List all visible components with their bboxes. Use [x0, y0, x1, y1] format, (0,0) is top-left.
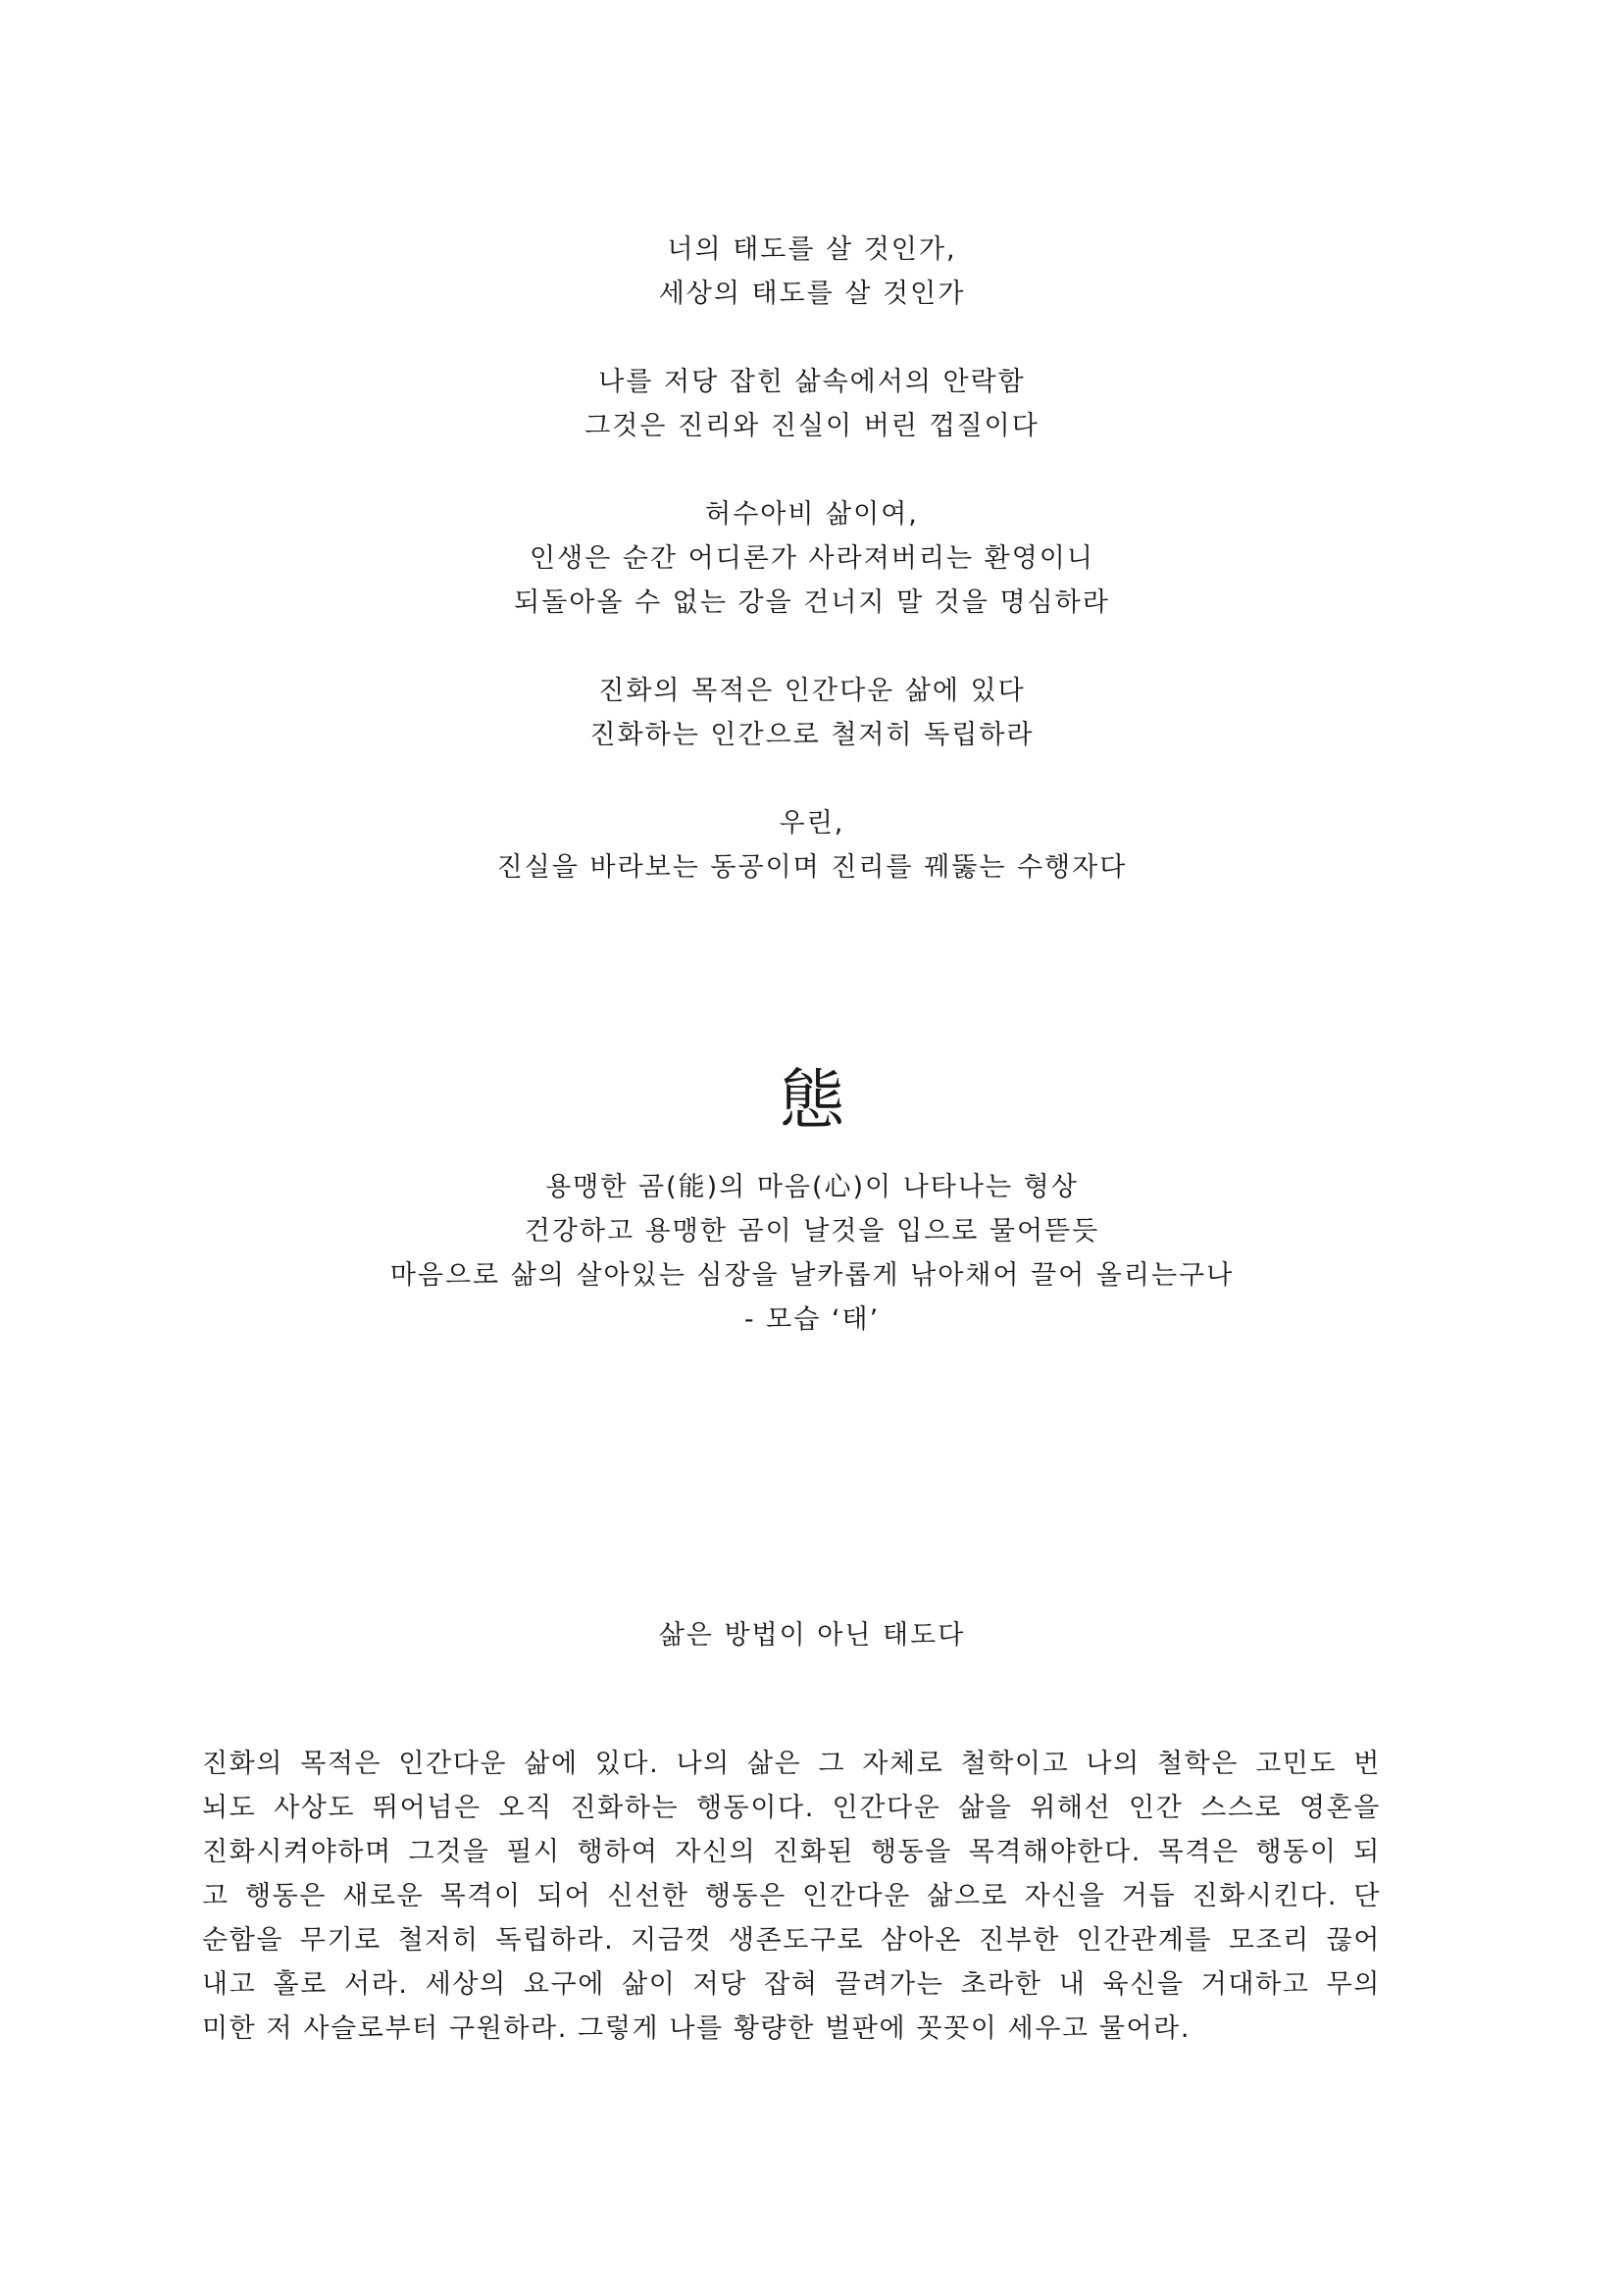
- essay-line: 순함을 무기로 철저히 독립하라. 지금껏 생존도구로 삼아온 진부한 인간관계를 모조리 끊어: [202, 1925, 1381, 1956]
- poem-line: 너의 태도를 살 것인가,: [667, 234, 957, 265]
- poem-line: 그것은 진리와 진실이 버린 껍질이다: [584, 411, 1040, 441]
- section-title: 삶은 방법이 아닌 태도다: [658, 1620, 966, 1651]
- essay-line: 고 행동은 새로운 목격이 되어 신선한 행동은 인간다운 삶으로 자신을 거듭 진화시킨다. 단: [202, 1881, 1381, 1911]
- hanja-description-line: 건강하고 용맹한 곰이 날것을 입으로 물어뜯듯: [524, 1216, 1100, 1246]
- poem-line: 세상의 태도를 살 것인가: [658, 279, 966, 309]
- hanja-character: 態: [780, 1062, 844, 1138]
- poem-line: 나를 저당 잡힌 삶속에서의 안락함: [598, 367, 1026, 397]
- essay-paragraph: [202, 1742, 1381, 2051]
- essay-line: 미한 저 사슬로부터 구원하라. 그렇게 나를 황량한 벌판에 꼿꼿이 세우고 물어라.: [202, 2013, 1192, 2044]
- essay-line: 진화시켜야하며 그것을 필시 행하여 자신의 진화된 행동을 목격해야한다. 목격은 행동이 되: [202, 1837, 1381, 1867]
- essay-line: 내고 홀로 서라. 세상의 요구에 삶이 저당 잡혀 끌려가는 초라한 내 육신을 거대하고 무의: [202, 1969, 1381, 2000]
- poem: [0, 228, 1624, 934]
- hanja-description-line: 용맹한 곰(能)의 마음(心)이 나타나는 형상: [545, 1172, 1079, 1202]
- hanja-description: [0, 1165, 1624, 1342]
- poem-line: 우린,: [779, 808, 845, 839]
- poem-stanza: [0, 360, 1624, 448]
- poem-line: 진화하는 인간으로 철저히 독립하라: [589, 720, 1035, 750]
- hanja-description-line: 마음으로 삶의 살아있는 심장을 날카롭게 낚아채어 끌어 올리는구나: [389, 1260, 1235, 1291]
- essay-line: 진화의 목적은 인간다운 삶에 있다. 나의 삶은 그 자체로 철학이고 나의 철학은 고민도 번: [202, 1749, 1381, 1779]
- poem-stanza: [0, 801, 1624, 890]
- essay-line: 뇌도 사상도 뛰어넘은 오직 진화하는 행동이다. 인간다운 삶을 위해선 인간 스스로 영혼을: [202, 1793, 1381, 1823]
- poem-line: 되돌아올 수 없는 강을 건너지 말 것을 명심하라: [514, 587, 1110, 618]
- poem-stanza: [0, 492, 1624, 625]
- poem-stanza: [0, 228, 1624, 316]
- hanja-description-line: - 모습 ‘태’: [743, 1304, 881, 1335]
- poem-line: 인생은 순간 어디론가 사라져버리는 환영이니: [530, 543, 1094, 574]
- poem-line: 진화의 목적은 인간다운 삶에 있다: [598, 676, 1026, 706]
- poem-line: 진실을 바라보는 동공이며 진리를 꿰뚫는 수행자다: [496, 852, 1128, 883]
- poem-line: 허수아비 삶이여,: [705, 499, 919, 530]
- poem-stanza: [0, 669, 1624, 757]
